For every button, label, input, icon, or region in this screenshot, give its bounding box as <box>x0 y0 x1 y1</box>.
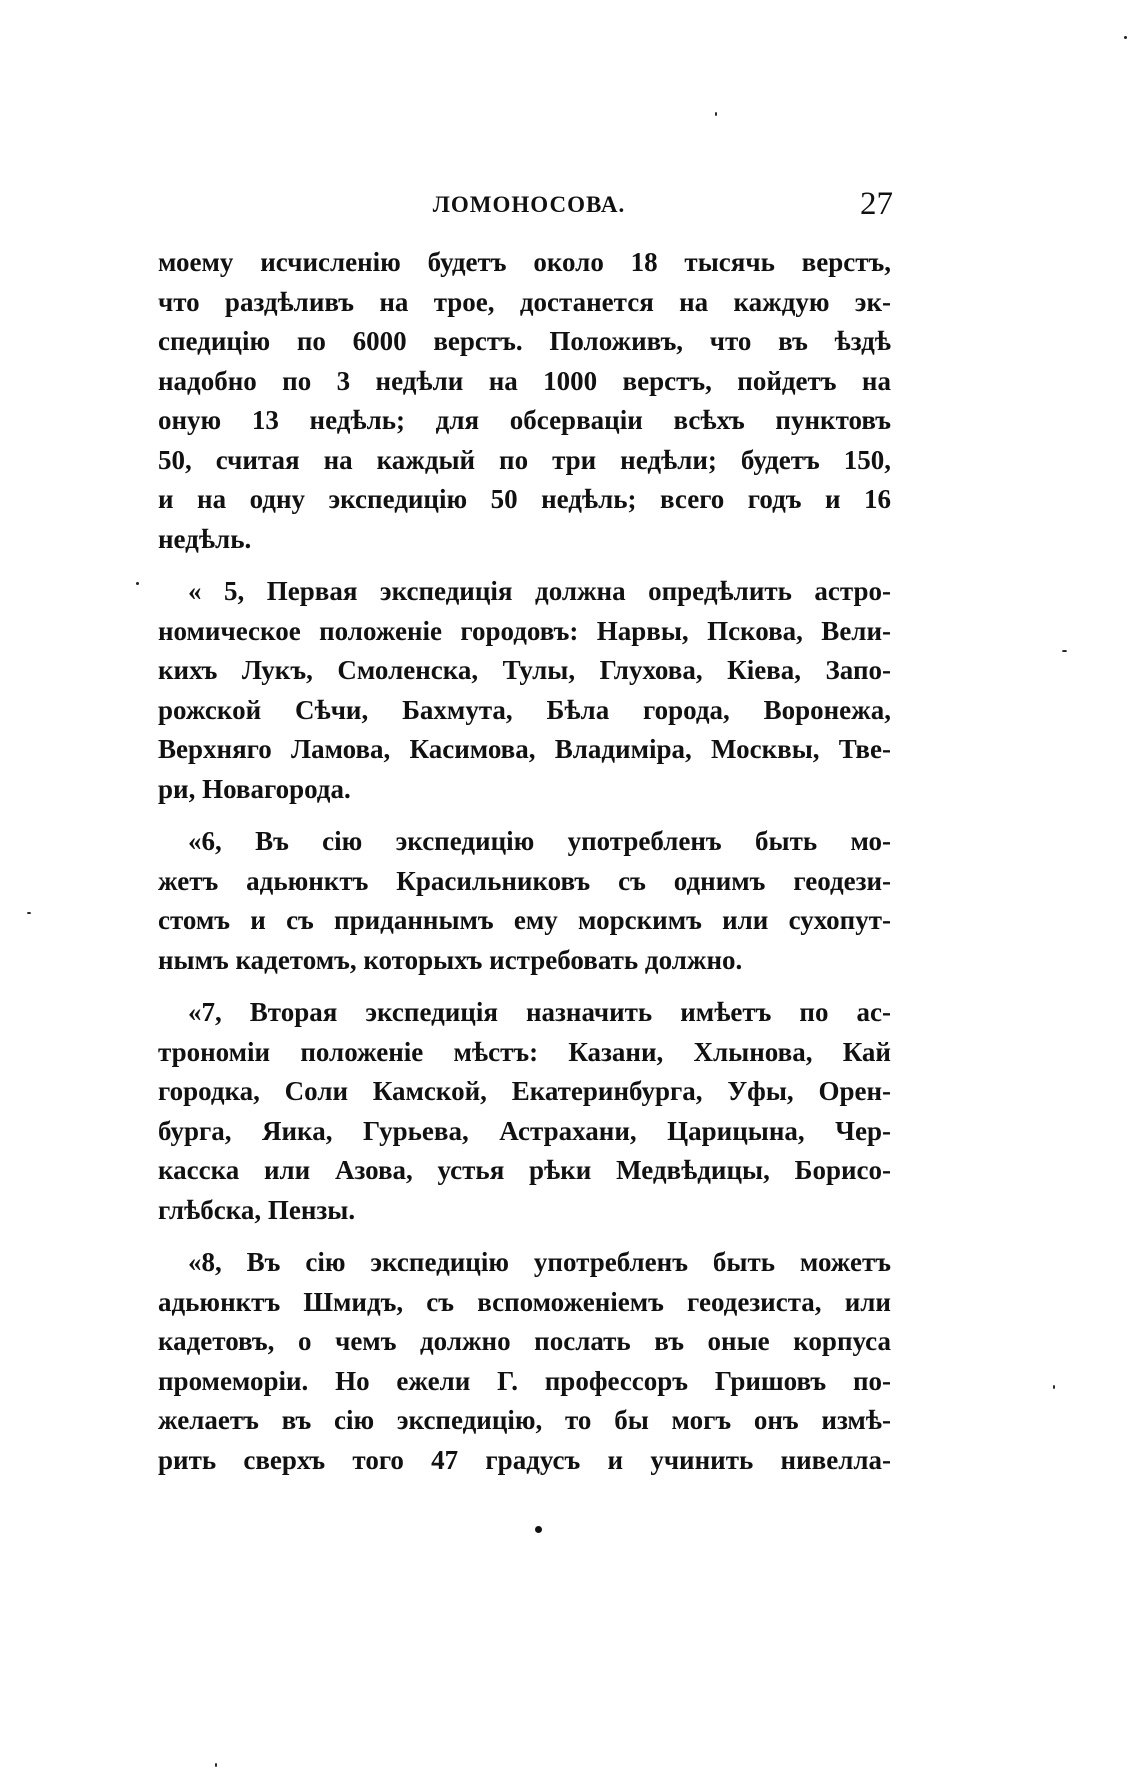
paragraph <box>158 993 891 1230</box>
print-speck <box>715 112 717 116</box>
text-line: ри, Новагорода. <box>158 773 351 804</box>
text-line: желаетъ въ сію экспедицію, то бы могъ онъ измѣ- <box>158 1405 891 1435</box>
text-line: «8, Въ сію экспедицію употребленъ быть можетъ <box>188 1247 891 1277</box>
text-line: недѣль. <box>158 523 252 554</box>
text-line: адьюнктъ Шмидъ, съ вспоможеніемъ геодезиста, или <box>158 1286 891 1317</box>
paragraph <box>158 1243 891 1480</box>
text-line: рить сверхъ того 47 градусъ и учинить нивелла- <box>158 1444 891 1475</box>
text-line: оную 13 недѣль; для обсерваціи всѣхъ пунктовъ <box>158 405 891 435</box>
text-line: трономіи положеніе мѣстъ: Казани, Хлынова, Кай <box>158 1036 891 1067</box>
text-line: надобно по 3 недѣли на 1000 верстъ, пойдетъ на <box>158 365 891 396</box>
text-line: что раздѣливъ на трое, достанется на каждую эк- <box>158 286 891 317</box>
text-line: кихъ Лукъ, Смоленска, Тулы, Глухова, Кіева, Запо- <box>158 655 891 685</box>
paragraph <box>158 822 891 980</box>
page-header <box>165 186 893 228</box>
body-text <box>158 243 891 1493</box>
text-line: промеморіи. Но ежели Г. профессоръ Гришовъ по- <box>158 1365 891 1396</box>
footer-dot-mark <box>535 1526 542 1533</box>
text-line: Верхняго Ламова, Касимова, Владиміра, Москвы, Тве- <box>158 734 891 764</box>
text-line: рожской Сѣчи, Бахмута, Бѣла города, Воронежа, <box>158 694 891 725</box>
text-line: глѣбска, Пензы. <box>158 1194 356 1225</box>
text-line: стомъ и съ приданнымъ ему морскимъ или сухопут- <box>158 905 891 935</box>
text-line: и на одну экспедицію 50 недѣль; всего годъ и 16 <box>158 484 891 514</box>
paragraph <box>158 243 891 559</box>
text-line: моему исчисленію будетъ около 18 тысячь верстъ, <box>158 247 891 277</box>
text-line: спедицію по 6000 верстъ. Положивъ, что въ ѣздѣ <box>158 326 891 356</box>
text-line: бурга, Яика, Гурьева, Астрахани, Царицына, Чер- <box>158 1115 891 1146</box>
paragraph <box>158 572 891 809</box>
running-head: ЛОМОНОСОВА. <box>432 192 626 217</box>
print-speck <box>1053 1385 1055 1389</box>
print-speck <box>136 582 139 585</box>
text-line: кадетовъ, о чемъ должно послать въ оные корпуса <box>158 1326 891 1356</box>
text-line: касска или Азова, устья рѣки Медвѣдицы, Борисо- <box>158 1155 891 1185</box>
print-speck <box>215 1763 217 1767</box>
text-line: номическое положеніе городовъ: Нарвы, Пскова, Вели- <box>158 615 891 646</box>
text-line: «7, Вторая экспедиція назначить имѣетъ по ас- <box>188 997 891 1027</box>
text-line: «6, Въ сію экспедицію употребленъ быть мо- <box>188 826 891 856</box>
text-line: « 5, Первая экспедиція должна опредѣлить астро- <box>188 576 891 606</box>
page-number: 27 <box>860 186 893 222</box>
print-speck <box>1124 36 1127 39</box>
text-line: 50, считая на каждый по три недѣли; будетъ 150, <box>158 444 891 475</box>
text-line: жетъ адьюнктъ Красильниковъ съ однимъ геодези- <box>158 865 891 896</box>
text-line: нымъ кадетомъ, которыхъ истребовать должно. <box>158 944 743 975</box>
print-speck <box>1062 650 1067 652</box>
text-line: городка, Соли Камской, Екатеринбурга, Уфы, Орен- <box>158 1076 891 1106</box>
print-speck <box>27 912 31 914</box>
